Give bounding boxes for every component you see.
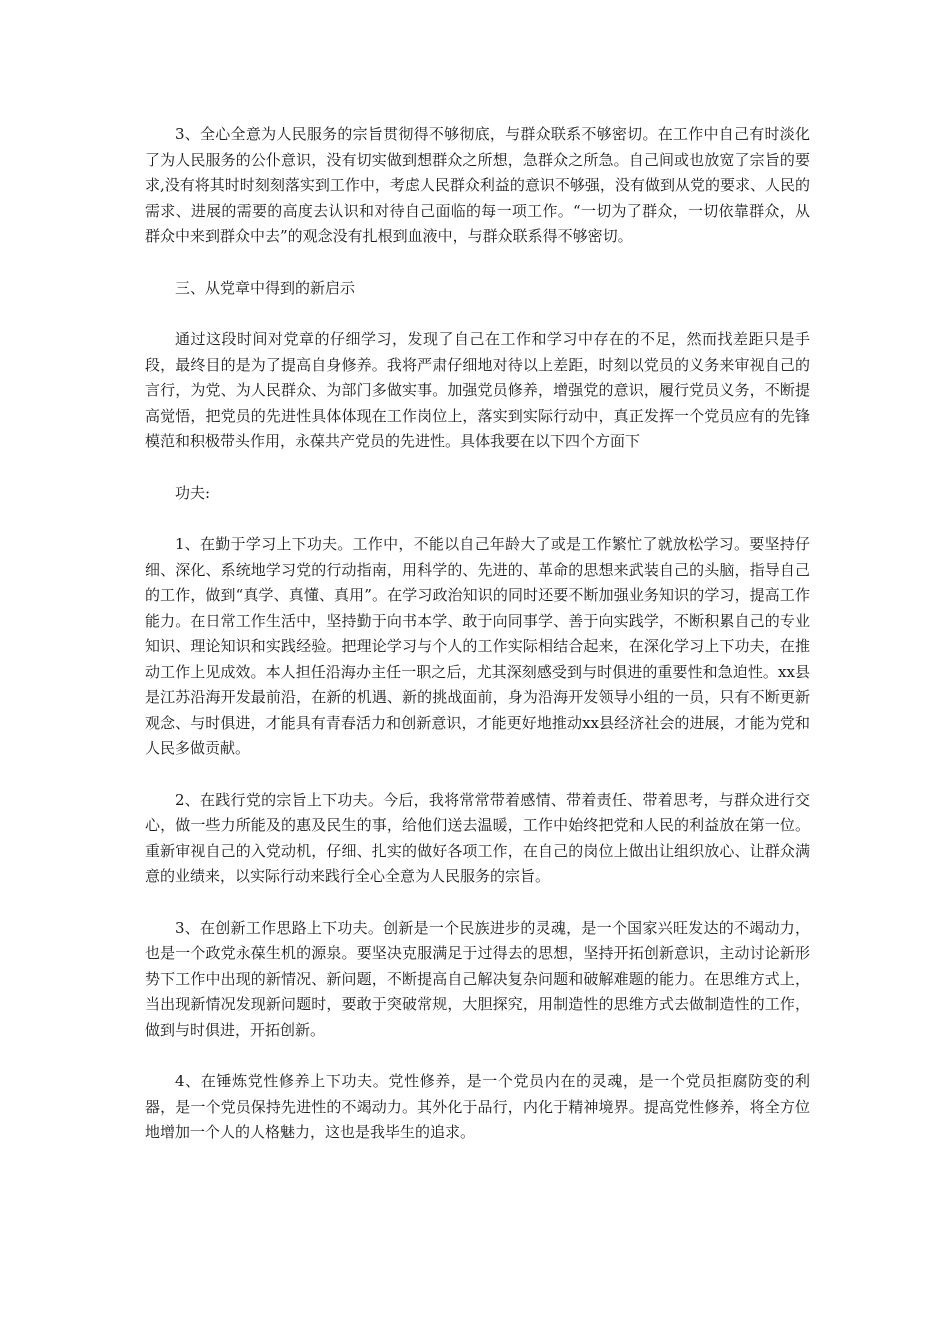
paragraph-point-1-study: 1、在勤于学习上下功夫。工作中，不能以自己年龄大了或是工作繁忙了就放松学习。要坚持仔细、深化、系统地学习党的行动指南，用科学的、先进的、革命的思想来武装自己的头脑，指导自己的工作，做到“真学、真懂、真用”。在学习政治知识的同时还要不断加强业务知识的学习，提高工作能力。在日常工作生活中，坚持勤于向书本学、敢于向同事学、善于向实践学，不断积累自己的专业知识、理论知识和实践经验。把理论学习与个人的工作实际相结合起来，在深化学习上下功夫，在推动工作上见成效。本人担任沿海办主任一职之后，尤其深刻感受到与时俱进的重要性和急迫性。xx县是江苏沿海开发最前沿，在新的机遇、新的挑战面前，身为沿海开发领导小组的一员，只有不断更新观念、与时俱进，才能具有青春活力和创新意识，才能更好地推动xx县经济社会的进展，才能为党和人民多做贡献。 [145, 535, 810, 757]
paragraph-point-3-innovation: 3、在创新工作思路上下功夫。创新是一个民族进步的灵魂，是一个国家兴旺发达的不竭动力，也是一个政党永葆生机的源泉。要坚决克服满足于过得去的思想，坚持开拓创新意识，主动讨论新形势下工作中出现的新情况、新问题，不断提高自己解决复杂问题和破解难题的能力。在思维方式上，当出现新情况发现新问题时，要敢于突破常规，大胆探究，用制造性的思维方式去做制造性的工作，做到与时俱进，开拓创新。 [145, 918, 810, 1039]
paragraph-serve-people-weakness: 3、全心全意为人民服务的宗旨贯彻得不够彻底，与群众联系不够密切。在工作中自己有时淡化了为人民服务的公仆意识，没有切实做到想群众之所想，急群众之所急。自己间或也放宽了宗旨的要求,没有将其时时刻刻落实到工作中，考虑人民群众利益的意识不够强，没有做到从党的要求、人民的需求、进展的需要的高度去认识和对待自己面临的每一项工作。“一切为了群众，一切依靠群众，从群众中来到群众中去”的观念没有扎根到血液中，与群众联系得不够密切。 [145, 125, 810, 245]
paragraph-point-4-party-spirit: 4、在锤炼党性修养上下功夫。党性修养，是一个党员内在的灵魂，是一个党员拒腐防变的利器，是一个党员保持先进性的不竭动力。其外化于品行，内化于精神境界。提高党性修养，将全方位地增加一个人的人格魅力，这也是我毕生的追求。 [145, 1072, 810, 1141]
document-body [145, 122, 810, 1172]
paragraph-point-2-purpose: 2、在践行党的宗旨上下功夫。今后，我将常常带着感情、带着责任、带着思考，与群众进行交心，做一些力所能及的惠及民生的事，给他们送去温暖，工作中始终把党和人民的利益放在第一位。重新审视自己的入党动机，仔细、扎实的做好各项工作，在自己的岗位上做出让组织放心、让群众满意的业绩来，以实际行动来践行全心全意为人民服务的宗旨。 [145, 790, 810, 885]
section-heading-new-insights: 三、从党章中得到的新启示 [175, 278, 356, 297]
paragraph-study-summary: 通过这段时间对党章的仔细学习，发现了自己在工作和学习中存在的不足，然而找差距只是手段，最终目的是为了提高自身修养。我将严肃仔细地对待以上差距，时刻以党员的义务来审视自己的言行，为党、为人民群众、为部门多做实事。加强党员修养，增强党的意识，履行党员义务，不断提高觉悟，把党员的先进性具体体现在工作岗位上，落实到实际行动中，真正发挥一个党员应有的先锋模范和积极带头作用，永葆共产党员的先进性。具体我要在以下四个方面下 [145, 330, 810, 450]
paragraph-effort-label: 功夫: [175, 483, 211, 502]
